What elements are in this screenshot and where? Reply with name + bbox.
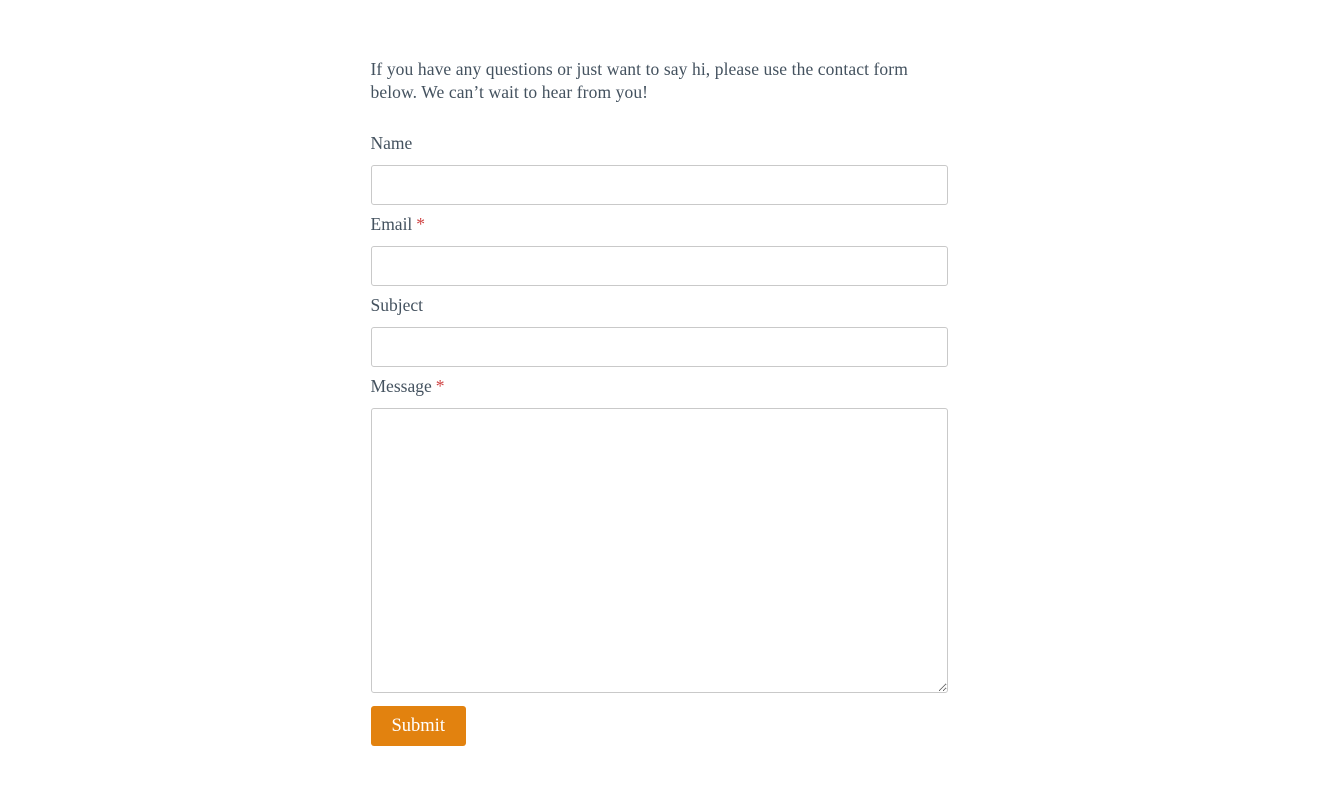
name-input[interactable]: [371, 165, 948, 205]
name-field-group: [371, 133, 948, 205]
subject-label-text: Subject: [370, 295, 423, 316]
required-asterisk: *: [435, 376, 445, 397]
email-label: [371, 214, 948, 235]
contact-form: [371, 133, 948, 746]
email-field-group: [371, 214, 948, 286]
required-asterisk: *: [416, 214, 426, 235]
name-label-text: Name: [370, 133, 413, 154]
submit-row: [371, 706, 948, 746]
submit-button[interactable]: Submit: [371, 706, 466, 746]
intro-text: If you have any questions or just want to say hi, please use the contact form below. We can’t wait to hear from you!: [370, 59, 908, 103]
subject-field-group: [371, 295, 948, 367]
subject-input[interactable]: [371, 327, 948, 367]
name-label: [371, 133, 948, 154]
email-input[interactable]: [371, 246, 948, 286]
message-label-text: Message: [370, 376, 432, 397]
message-field-group: [371, 376, 948, 693]
subject-label: [371, 295, 948, 316]
message-textarea[interactable]: [371, 408, 948, 693]
email-label-text: Email: [370, 214, 413, 235]
message-label: [371, 376, 948, 397]
contact-form-container: [371, 0, 948, 746]
